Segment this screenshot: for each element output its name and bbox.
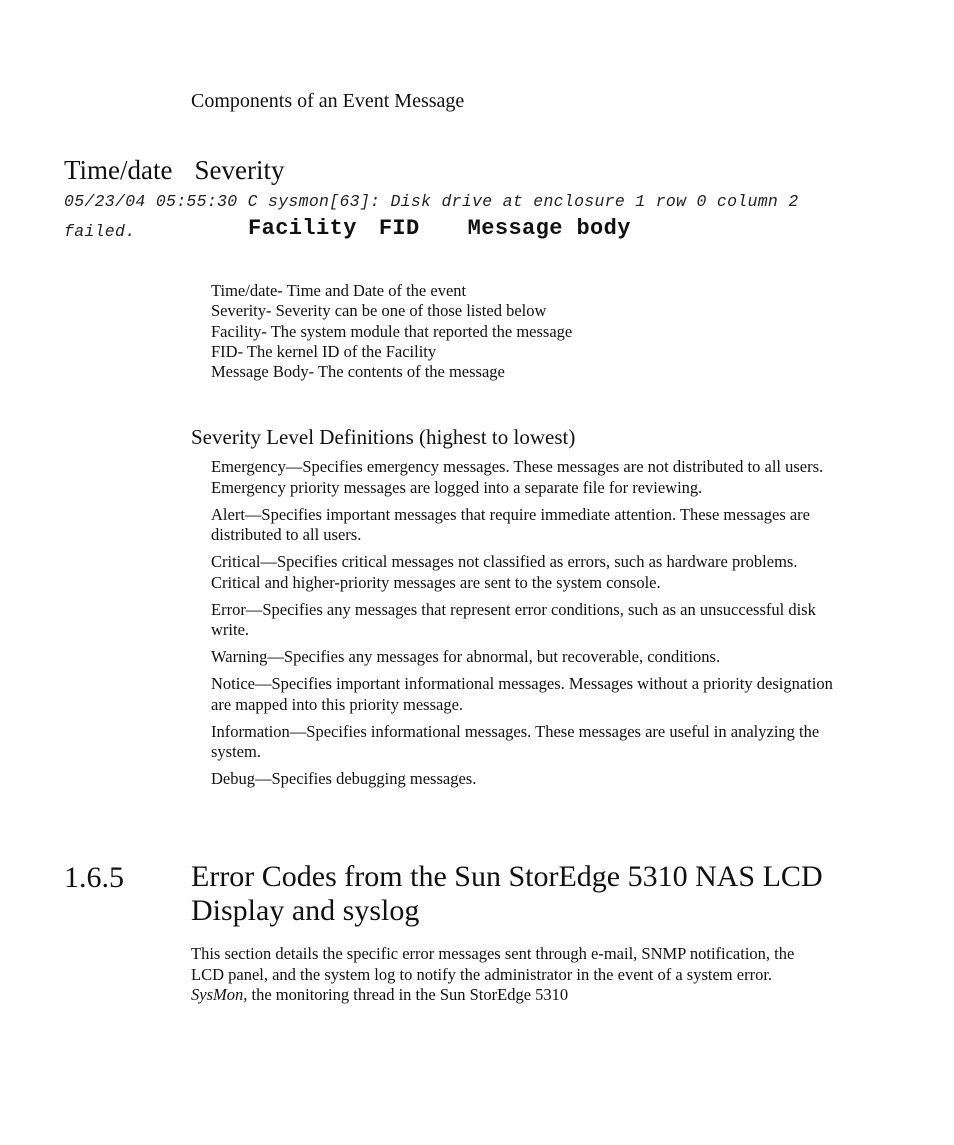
definition-item: Message Body- The contents of the message (211, 362, 505, 382)
label-time-date: Time/date (64, 155, 173, 185)
severity-item-critical: Critical—Specifies critical messages not classified as errors, such as hardware problems. Critical and higher-priority messages are sent to the system console. (211, 552, 798, 592)
section-title: Error Codes from the Sun StorEdge 5310 NAS LCD Display and syslog (191, 860, 823, 927)
figure-bottom-labels (248, 216, 653, 241)
section-number: 1.6.5 (64, 861, 124, 894)
example-message-line-1: 05/23/04 05:55:30 C sysmon[63]: Disk drive at enclosure 1 row 0 column 2 (64, 192, 799, 211)
body-text-part: , the monitoring thread in the Sun StorEdge 5310 (243, 985, 569, 1004)
severity-item-warning: Warning—Specifies any messages for abnormal, but recoverable, conditions. (211, 647, 721, 666)
severity-item-error: Error—Specifies any messages that represent error conditions, such as an unsuccessful disk write. (211, 599, 816, 639)
figure-top-labels (64, 155, 307, 186)
label-severity: Severity (194, 155, 285, 185)
label-message-body: Message body (467, 216, 631, 241)
severity-item-notice: Notice—Specifies important informational messages. Messages without a priority designation are mapped into this priority message. (211, 674, 833, 714)
severity-item-alert: Alert—Specifies important messages that require immediate attention. These messages are distributed to all users. (211, 504, 811, 544)
severity-item-debug: Debug—Specifies debugging messages. (211, 769, 477, 788)
severity-item-emergency: Emergency—Specifies emergency messages. These messages are not distributed to all users. Emergency priority messages are logged into a separate file for reviewing. (211, 457, 824, 497)
body-emphasis-sysmon: SysMon (191, 985, 244, 1004)
label-fid: FID (378, 216, 420, 241)
severity-list (211, 457, 841, 796)
severity-heading: Severity Level Definitions (highest to lowest) (191, 425, 576, 449)
label-facility: Facility (248, 216, 357, 241)
body-text-part: This section details the specific error messages sent through e-mail, SNMP notification, the LCD panel, and the system log to notify the administrator in the event of a system error. (191, 944, 795, 984)
definition-item: FID- The kernel ID of the Facility (211, 341, 437, 361)
definition-item: Time/date- Time and Date of the event (211, 281, 467, 300)
definition-item: Severity- Severity can be one of those listed below (211, 301, 547, 321)
example-message-line-2: failed. (64, 222, 136, 241)
definitions-list (211, 281, 572, 382)
definition-item: Facility- The system module that reported the message (211, 321, 573, 341)
severity-item-information: Information—Specifies informational messages. These messages are useful in analyzing the system. (211, 721, 820, 761)
figure-caption: Components of an Event Message (191, 90, 465, 112)
section-body-paragraph (191, 944, 831, 1006)
